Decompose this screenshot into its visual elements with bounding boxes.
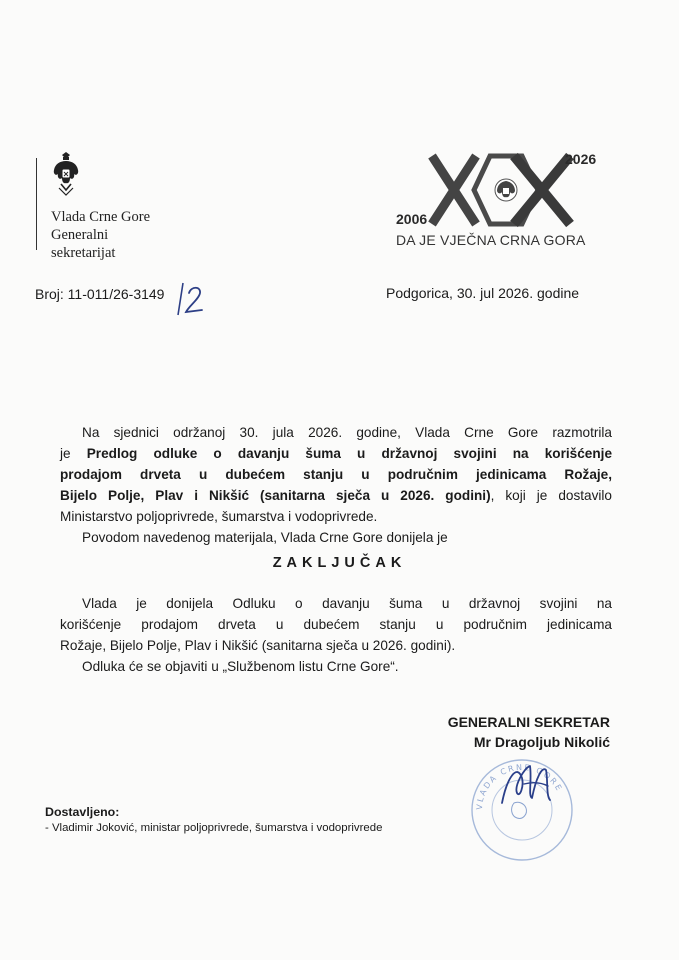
signatory-title: GENERALNI SEKRETAR (447, 714, 610, 730)
decision-line-2: korišćenje prodajom drveta u dubećem stanju u područnim jedinicama (60, 617, 612, 632)
header-vertical-rule (36, 158, 37, 250)
signatory-block (448, 712, 610, 752)
body-line-4: Bijelo Polje, Plav i Nikšić (sanitarna sječa u 2026. godini), koji je dostavilo (60, 488, 612, 503)
body-line-3: prodajom drveta u dubećem stanju u područnim jedinicama Rožaje, (60, 467, 612, 482)
body-paragraph (60, 422, 612, 548)
reference-handwritten-suffix (177, 282, 217, 316)
distribution-heading: Dostavljeno: (45, 805, 120, 819)
decision-paragraph (60, 593, 612, 677)
handwritten-suffix-icon (177, 282, 217, 316)
decision-line-3: Rožaje, Bijelo Polje, Plav i Nikšić (sanitarna sječa u 2026. godini). (60, 638, 456, 653)
logo-motto: DA JE VJEČNA CRNA GORA (396, 232, 586, 248)
org-name-line-3: sekretarijat (51, 245, 116, 261)
place-date: Podgorica, 30. jul 2026. godine (386, 285, 580, 301)
reference-number: Broj: 11-011/26-3149 (35, 286, 165, 302)
body-line-1: Na sjednici održanoj 30. jula 2026. godine, Vlada Crne Gore razmotrila (82, 425, 612, 440)
distribution-item: - Vladimir Joković, ministar poljoprivrede, šumarstva i vodoprivrede (45, 822, 383, 834)
official-stamp (462, 748, 582, 868)
anniversary-logo (394, 150, 619, 250)
logo-year-right: 2026 (565, 151, 597, 167)
logo-year-left: 2006 (396, 211, 428, 227)
stamp-seal-icon (462, 748, 582, 868)
conclusion-title: ZAKLJUČAK (272, 555, 407, 571)
body-line-6: Povodom navedenog materijala, Vlada Crne Gore donijela je (82, 530, 448, 545)
org-name-line-2: Generalni (51, 227, 109, 243)
stamp-ring-text: VLADA CRNE GORE (474, 762, 565, 811)
body-line-5: Ministarstvo poljoprivrede, šumarstva i vodoprivrede. (60, 509, 378, 524)
signatory-name: Mr Dragoljub Nikolić (473, 734, 610, 750)
distribution-list (45, 805, 382, 834)
body-line-2: je Predlog odluke o davanju šuma u državnoj svojini na korišćenje (60, 446, 612, 461)
coat-of-arms-icon (51, 152, 81, 198)
government-header (36, 152, 216, 262)
org-name-line-1: Vlada Crne Gore (51, 209, 151, 225)
decision-line-4: Odluka će se objaviti u „Službenom listu Crne Gore“. (82, 659, 399, 674)
decision-line-1: Vlada je donijela Odluku o davanju šuma u državnoj svojini na (82, 596, 612, 611)
